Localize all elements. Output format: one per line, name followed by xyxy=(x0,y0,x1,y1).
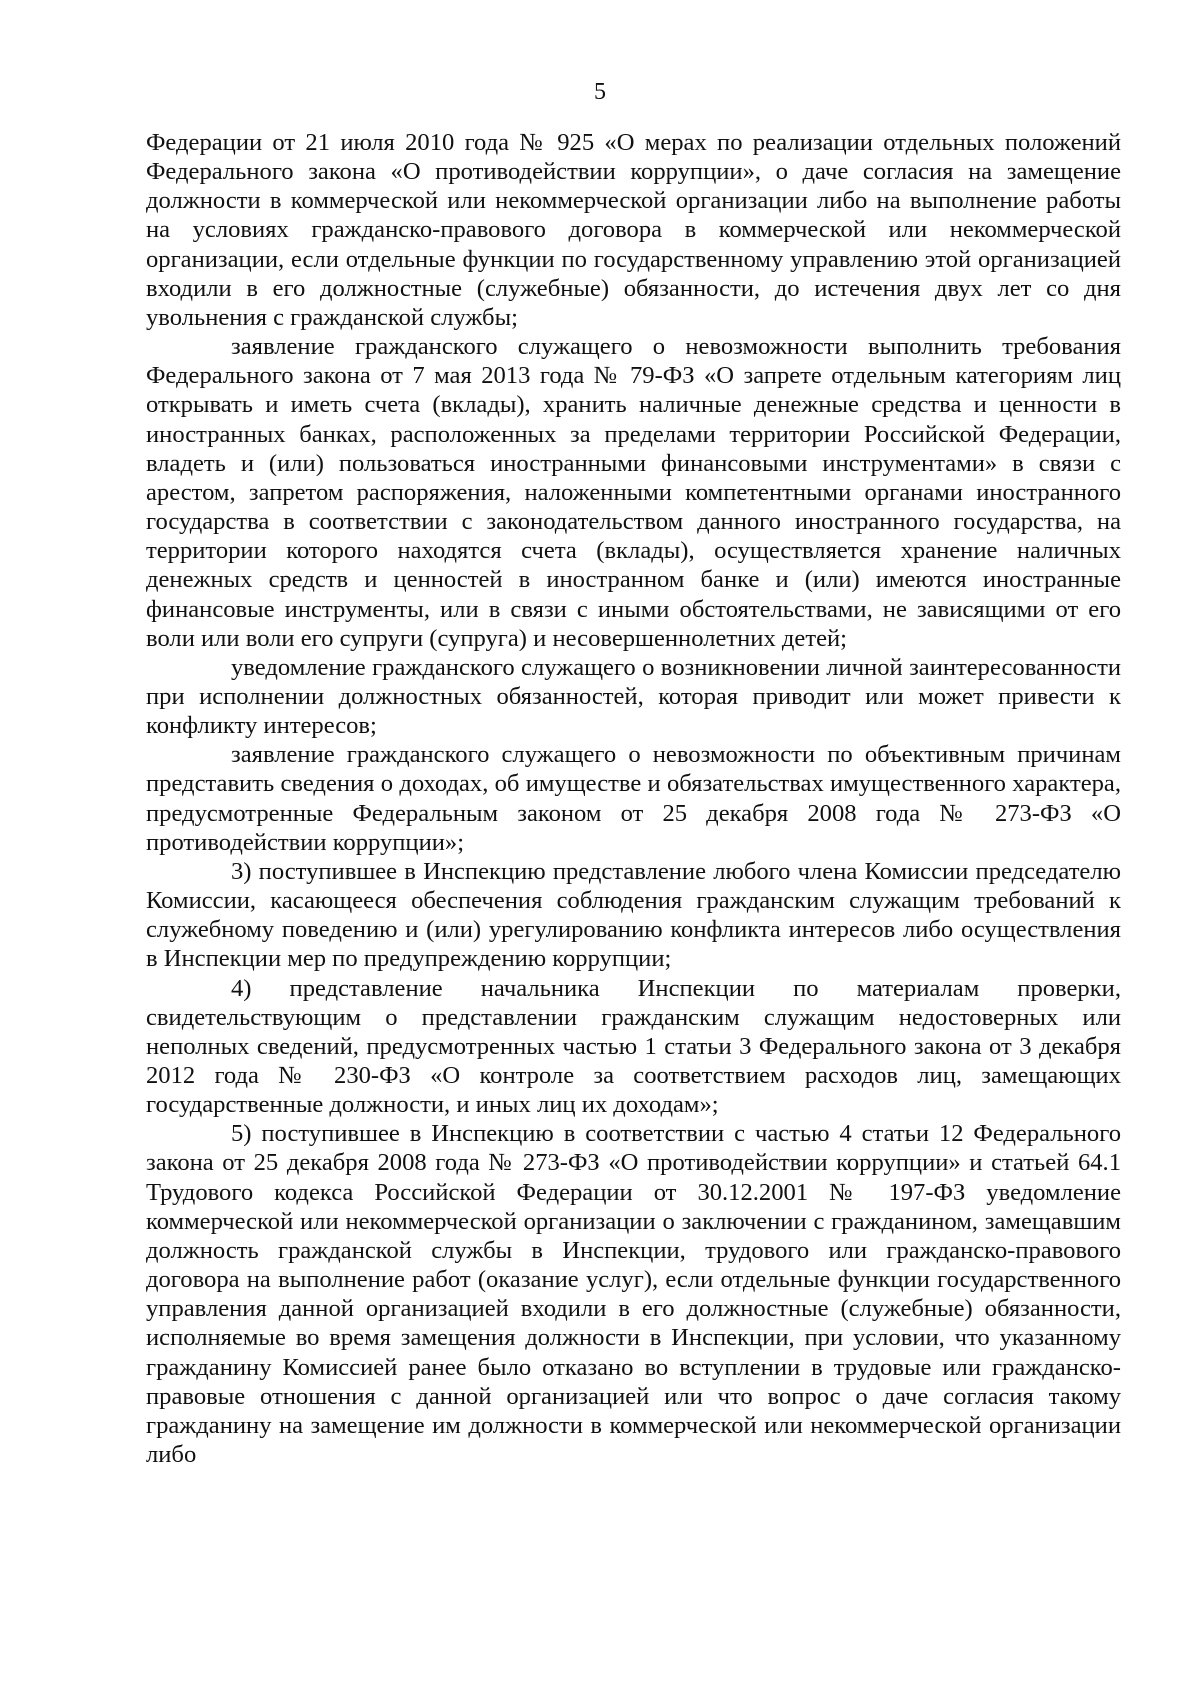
paragraph-item-4: 4) представление начальника Инспекции по материалам проверки, свидетельствующим о представлении гражданским служащим недостоверных или неполных сведений, предусмотренных частью 1 статьи 3 Федерального закона от 3 декабря 2012 года № 230-ФЗ «О контроле за соответствием расходов лиц, замещающих государственные должности, и иных лиц их доходам»; xyxy=(146,974,1121,1119)
page-number: 5 xyxy=(594,79,606,105)
document-body xyxy=(146,128,1121,1469)
paragraph-conflict-notification: уведомление гражданского служащего о возникновении личной заинтересованности при исполнении должностных обязанностей, которая приводит или может привести к конфликту интересов; xyxy=(146,653,1121,740)
paragraph-continuation: Федерации от 21 июля 2010 года № 925 «О мерах по реализации отдельных положений Федерального закона «О противодействии коррупции», о даче согласия на замещение должности в коммерческой или некоммерческой организации либо на выполнение работы на условиях гражданско-правового договора в коммерческой или некоммерческой организации, если отдельные функции по государственному управлению этой организацией входили в его должностные (служебные) обязанности, до истечения двух лет со дня увольнения с гражданской службы; xyxy=(146,129,1121,331)
paragraph-item-3: 3) поступившее в Инспекцию представление любого члена Комиссии председателю Комиссии, касающееся обеспечения соблюдения гражданским служащим требований к служебному поведению и (или) урегулированию конфликта интересов либо осуществления в Инспекции мер по предупреждению коррупции; xyxy=(146,857,1121,973)
paragraph-income-statement: заявление гражданского служащего о невозможности по объективным причинам представить сведения о доходах, об имуществе и обязательствах имущественного характера, предусмотренные Федеральным законом от 25 декабря 2008 года № 273-ФЗ «О противодействии коррупции»; xyxy=(146,741,1121,856)
paragraph-foreign-accounts-statement: заявление гражданского служащего о невозможности выполнить требования Федерального закона от 7 мая 2013 года № 79-ФЗ «О запрете отдельным категориям лиц открывать и иметь счета (вклады), хранить наличные денежные средства и ценности в иностранных банках, расположенных за пределами территории Российской Федерации, владеть и (или) пользоваться иностранными финансовыми инструментами» в связи с арестом, запретом распоряжения, наложенными компетентными органами иностранного государства в соответствии с законодательством данного иностранного государства, на территории которого находятся счета (вклады), осуществляется хранение наличных денежных средств и ценностей в иностранном банке и (или) имеются иностранные финансовые инструменты, или в связи с иными обстоятельствами, не зависящими от его воли или воли его супруги (супруга) и несовершеннолетних детей; xyxy=(146,333,1121,652)
paragraph-item-5: 5) поступившее в Инспекцию в соответствии с частью 4 статьи 12 Федерального закона от 25 декабря 2008 года № 273-ФЗ «О противодействии коррупции» и статьей 64.1 Трудового кодекса Российской Федерации от 30.12.2001 № 197-ФЗ уведомление коммерческой или некоммерческой организации о заключении с гражданином, замещавшим должность гражданской службы в Инспекции, трудового или гражданско-правового договора на выполнение работ (оказание услуг), если отдельные функции государственного управления данной организацией входили в его должностные (служебные) обязанности, исполняемые во время замещения должности в Инспекции, при условии, что указанному гражданину Комиссией ранее было отказано во вступлении в трудовые или гражданско-правовые отношения с данной организацией или что вопрос о даче согласия такому гражданину на замещение им должности в коммерческой или некоммерческой организации либо xyxy=(146,1120,1121,1469)
